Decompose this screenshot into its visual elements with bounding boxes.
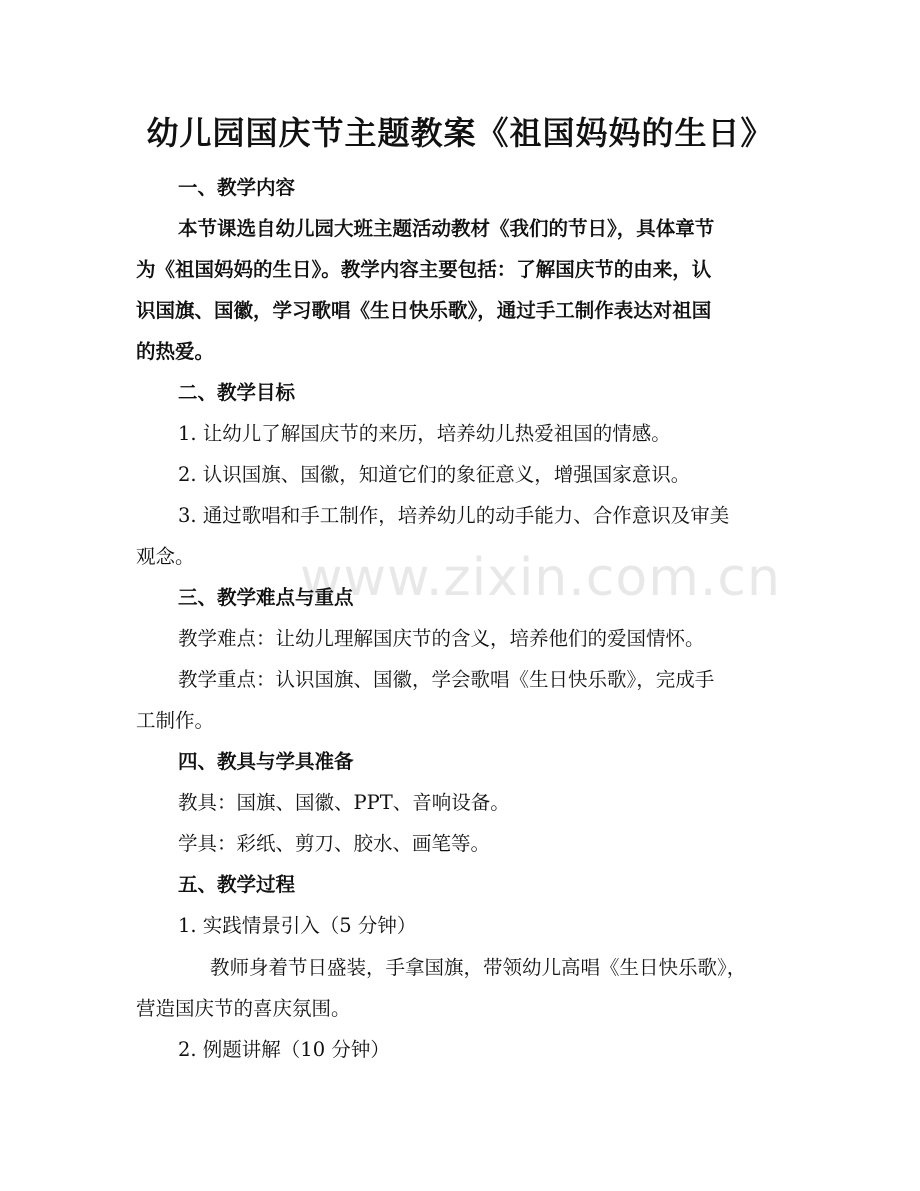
content-paragraph-line: 本节课选自幼儿园大班主题活动教材《我们的节日》，具体章节	[178, 217, 715, 240]
goal-item-continued: 观念。	[136, 545, 195, 568]
watermark: www.zixin.com.cn	[300, 548, 781, 608]
section-heading-key-points: 三、教学难点与重点	[178, 586, 354, 609]
section-heading-materials: 四、教具与学具准备	[178, 750, 354, 773]
section-heading-goals: 二、教学目标	[178, 381, 296, 404]
content-paragraph-line: 识国旗、国徽，学习歌唱《生日快乐歌》，通过手工制作表达对祖国	[136, 299, 712, 322]
goal-item: 1. 让幼儿了解国庆节的来历，培养幼儿热爱祖国的情感。	[178, 422, 671, 445]
content-paragraph-line: 的热爱。	[136, 340, 215, 363]
difficulty-text: 教学难点：让幼儿理解国庆节的含义，培养他们的爱国情怀。	[178, 627, 705, 650]
goal-item: 2. 认识国旗、国徽，知道它们的象征意义，增强国家意识。	[178, 463, 691, 486]
process-step: 1. 实践情景引入（5 分钟）	[178, 914, 417, 937]
student-tools-text: 学具：彩纸、剪刀、胶水、画笔等。	[178, 832, 491, 855]
goal-item: 3. 通过歌唱和手工制作，培养幼儿的动手能力、合作意识及审美	[178, 504, 730, 527]
process-step: 2. 例题讲解（10 分钟）	[178, 1038, 390, 1061]
process-step-text: 教师身着节日盛装，手拿国旗，带领幼儿高唱《生日快乐歌》，	[210, 956, 747, 979]
section-heading-process: 五、教学过程	[178, 873, 296, 896]
key-point-text: 教学重点：认识国旗、国徽，学会歌唱《生日快乐歌》，完成手	[178, 668, 715, 691]
teacher-tools-text: 教具：国旗、国徽、PPT、音响设备。	[178, 791, 510, 814]
document-title: 幼儿园国庆节主题教案《祖国妈妈的生日》	[146, 114, 774, 152]
section-heading-content: 一、教学内容	[178, 176, 296, 199]
key-point-continued: 工制作。	[136, 709, 215, 732]
process-step-continued: 营造国庆节的喜庆氛围。	[136, 997, 351, 1020]
content-paragraph-line: 为《祖国妈妈的生日》。教学内容主要包括：了解国庆节的由来，认	[136, 258, 712, 281]
